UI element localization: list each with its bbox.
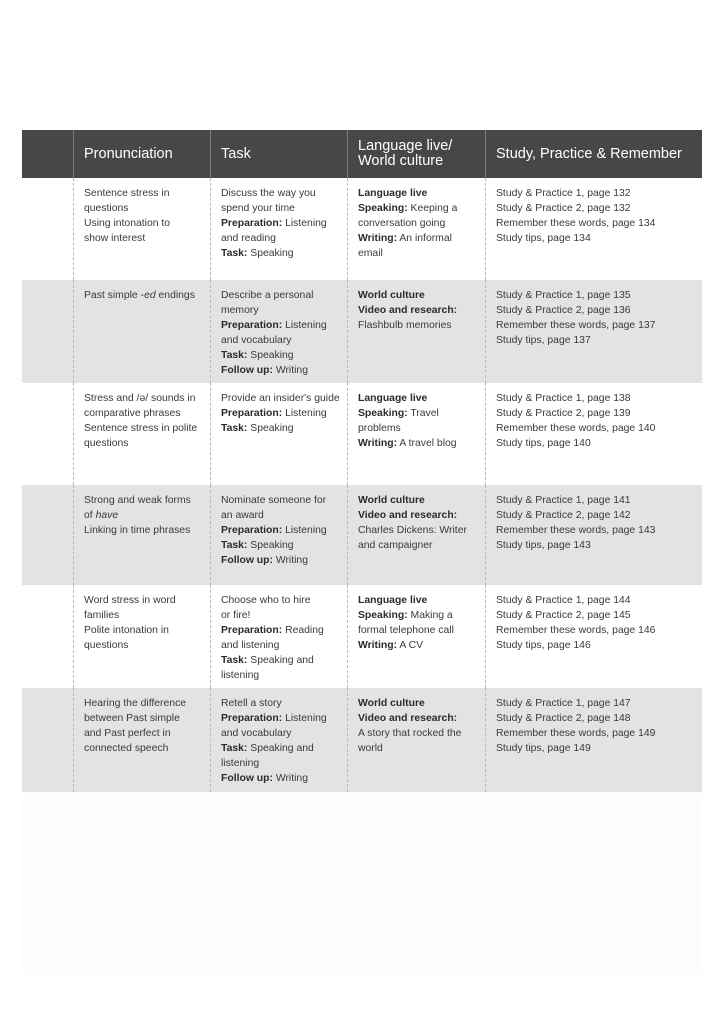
task-line: Task: Speaking and bbox=[221, 743, 314, 755]
task-line: Task: Speaking bbox=[221, 423, 294, 435]
language-line: problems bbox=[358, 423, 401, 435]
unit-cell bbox=[22, 178, 73, 280]
study-cell bbox=[485, 383, 702, 485]
pronunciation-text: Strong and weak forms bbox=[84, 495, 191, 506]
unit-cell bbox=[22, 485, 73, 585]
study-reference: Study tips, page 143 bbox=[496, 540, 591, 552]
study-reference: Study & Practice 2, page 132 bbox=[496, 203, 631, 215]
language-line: World culture bbox=[358, 290, 425, 301]
task-line: and vocabulary bbox=[221, 728, 292, 740]
study-reference: Study & Practice 2, page 139 bbox=[496, 408, 631, 420]
language-line: Video and research: bbox=[358, 305, 458, 317]
pronunciation-text: connected speech bbox=[84, 743, 169, 755]
task-line: Describe a personal bbox=[221, 290, 314, 301]
pronunciation-text: questions bbox=[84, 203, 129, 215]
task-line: and reading bbox=[221, 233, 276, 245]
task-line: and vocabulary bbox=[221, 335, 292, 347]
language-cell bbox=[347, 383, 485, 485]
language-line: conversation going bbox=[358, 218, 446, 230]
study-reference: Study & Practice 2, page 136 bbox=[496, 305, 631, 317]
unit-cell bbox=[22, 383, 73, 485]
study-reference: Study & Practice 1, page 147 bbox=[496, 698, 631, 709]
language-line: Language live bbox=[358, 595, 428, 606]
study-reference: Remember these words, page 134 bbox=[496, 218, 656, 230]
language-line: Writing: A travel blog bbox=[358, 438, 457, 450]
pronunciation-text: Hearing the difference bbox=[84, 698, 187, 709]
task-line: spend your time bbox=[221, 203, 295, 215]
unit-cell bbox=[22, 688, 73, 792]
task-line: Discuss the way you bbox=[221, 188, 316, 199]
language-cell bbox=[347, 485, 485, 585]
study-reference: Study tips, page 140 bbox=[496, 438, 591, 450]
task-line: memory bbox=[221, 305, 259, 317]
task-line: or fire! bbox=[221, 610, 251, 622]
task-cell bbox=[210, 383, 347, 485]
task-line: Task: Speaking bbox=[221, 248, 294, 260]
study-reference: Study tips, page 137 bbox=[496, 335, 591, 347]
table-row bbox=[22, 280, 702, 383]
header-unit-column bbox=[22, 130, 73, 178]
pronunciation-text: Linking in time phrases bbox=[84, 525, 191, 537]
pronunciation-cell bbox=[73, 485, 210, 585]
pronunciation-text: show interest bbox=[84, 233, 146, 245]
study-reference: Study tips, page 134 bbox=[496, 233, 591, 245]
task-line: Follow up: Writing bbox=[221, 365, 308, 377]
pronunciation-text: Stress and /ə/ sounds in bbox=[84, 393, 196, 404]
language-line: Writing: An informal bbox=[358, 233, 452, 245]
task-line: Follow up: Writing bbox=[221, 773, 308, 785]
study-cell bbox=[485, 585, 702, 688]
language-line: Flashbulb memories bbox=[358, 320, 452, 332]
table-row bbox=[22, 383, 702, 485]
header-language-line-2: World culture bbox=[358, 153, 444, 169]
pronunciation-text: Word stress in word bbox=[84, 595, 176, 606]
pronunciation-text: of have bbox=[84, 510, 119, 522]
pronunciation-cell bbox=[73, 383, 210, 485]
task-line: Follow up: Writing bbox=[221, 555, 308, 567]
task-cell bbox=[210, 585, 347, 688]
study-reference: Remember these words, page 146 bbox=[496, 625, 656, 637]
table-row bbox=[22, 688, 702, 792]
study-reference: Remember these words, page 149 bbox=[496, 728, 656, 740]
study-reference: Study & Practice 1, page 138 bbox=[496, 393, 631, 404]
table-header bbox=[22, 130, 702, 178]
study-reference: Study & Practice 2, page 142 bbox=[496, 510, 631, 522]
task-cell bbox=[210, 178, 347, 280]
table-row bbox=[22, 585, 702, 688]
language-line: Charles Dickens: Writer bbox=[358, 525, 467, 537]
study-reference: Study tips, page 149 bbox=[496, 743, 591, 755]
pronunciation-cell bbox=[73, 585, 210, 688]
task-line: Preparation: Listening bbox=[221, 525, 327, 537]
pronunciation-text: questions bbox=[84, 438, 129, 450]
task-line: Preparation: Listening bbox=[221, 713, 327, 725]
task-line: Preparation: Listening bbox=[221, 320, 327, 332]
language-line: Writing: A CV bbox=[358, 640, 424, 652]
task-cell bbox=[210, 485, 347, 585]
task-line: Provide an insider's guide bbox=[221, 393, 340, 404]
task-line: listening bbox=[221, 670, 260, 682]
language-line: world bbox=[358, 743, 383, 755]
header-language-live-world-culture bbox=[347, 130, 485, 178]
language-line: Language live bbox=[358, 188, 428, 199]
task-line: Preparation: Listening bbox=[221, 218, 327, 230]
page-background-panel bbox=[22, 793, 702, 975]
header-language-line-1: Language live/ bbox=[358, 138, 453, 154]
pronunciation-text: Using intonation to bbox=[84, 218, 171, 230]
pronunciation-text: between Past simple bbox=[84, 713, 180, 725]
study-cell bbox=[485, 178, 702, 280]
study-cell bbox=[485, 280, 702, 383]
study-cell bbox=[485, 485, 702, 585]
language-cell bbox=[347, 178, 485, 280]
table-row bbox=[22, 485, 702, 585]
header-task: Task bbox=[210, 130, 347, 178]
study-reference: Study & Practice 2, page 148 bbox=[496, 713, 631, 725]
study-reference: Study & Practice 1, page 144 bbox=[496, 595, 631, 606]
language-line: Speaking: Making a bbox=[358, 610, 453, 622]
pronunciation-cell bbox=[73, 280, 210, 383]
task-line: Preparation: Listening bbox=[221, 408, 327, 420]
language-line: email bbox=[358, 248, 383, 260]
language-cell bbox=[347, 585, 485, 688]
header-study-practice-remember: Study, Practice & Remember bbox=[485, 130, 702, 178]
language-line: A story that rocked the bbox=[358, 728, 462, 740]
task-line: Retell a story bbox=[221, 698, 282, 709]
task-line: Nominate someone for bbox=[221, 495, 327, 506]
language-line: formal telephone call bbox=[358, 625, 454, 637]
task-line: and listening bbox=[221, 640, 280, 652]
study-reference: Remember these words, page 137 bbox=[496, 320, 656, 332]
unit-cell bbox=[22, 280, 73, 383]
pronunciation-cell bbox=[73, 688, 210, 792]
pronunciation-text: families bbox=[84, 610, 120, 622]
task-cell bbox=[210, 280, 347, 383]
language-cell bbox=[347, 688, 485, 792]
study-cell bbox=[485, 688, 702, 792]
study-reference: Study & Practice 1, page 141 bbox=[496, 495, 631, 506]
task-line: Task: Speaking bbox=[221, 540, 294, 552]
pronunciation-cell bbox=[73, 178, 210, 280]
task-line: Preparation: Reading bbox=[221, 625, 324, 637]
language-cell bbox=[347, 280, 485, 383]
task-line: Choose who to hire bbox=[221, 595, 311, 606]
language-line: Speaking: Keeping a bbox=[358, 203, 458, 215]
pronunciation-text: Sentence stress in bbox=[84, 188, 170, 199]
task-line: Task: Speaking bbox=[221, 350, 294, 362]
language-line: Video and research: bbox=[358, 713, 458, 725]
pronunciation-text: and Past perfect in bbox=[84, 728, 171, 740]
pronunciation-text: Polite intonation in bbox=[84, 625, 169, 637]
language-line: World culture bbox=[358, 698, 425, 709]
pronunciation-text: questions bbox=[84, 640, 129, 652]
table-row bbox=[22, 178, 702, 280]
language-line: World culture bbox=[358, 495, 425, 506]
unit-cell bbox=[22, 585, 73, 688]
task-line: Task: Speaking and bbox=[221, 655, 314, 667]
language-line: Language live bbox=[358, 393, 428, 404]
pronunciation-text: comparative phrases bbox=[84, 408, 181, 420]
language-line: and campaigner bbox=[358, 540, 433, 552]
task-cell bbox=[210, 688, 347, 792]
study-reference: Study & Practice 1, page 132 bbox=[496, 188, 631, 199]
pronunciation-text: Past simple -ed endings bbox=[84, 290, 195, 301]
study-reference: Study & Practice 2, page 145 bbox=[496, 610, 631, 622]
language-line: Speaking: Travel bbox=[358, 408, 439, 420]
language-line: Video and research: bbox=[358, 510, 458, 522]
study-reference: Remember these words, page 140 bbox=[496, 423, 656, 435]
syllabus-table bbox=[22, 130, 702, 792]
task-line: listening bbox=[221, 758, 260, 770]
pronunciation-text: Sentence stress in polite bbox=[84, 423, 198, 435]
header-pronunciation: Pronunciation bbox=[73, 130, 210, 178]
study-reference: Remember these words, page 143 bbox=[496, 525, 656, 537]
study-reference: Study tips, page 146 bbox=[496, 640, 591, 652]
task-line: an award bbox=[221, 510, 264, 522]
study-reference: Study & Practice 1, page 135 bbox=[496, 290, 631, 301]
